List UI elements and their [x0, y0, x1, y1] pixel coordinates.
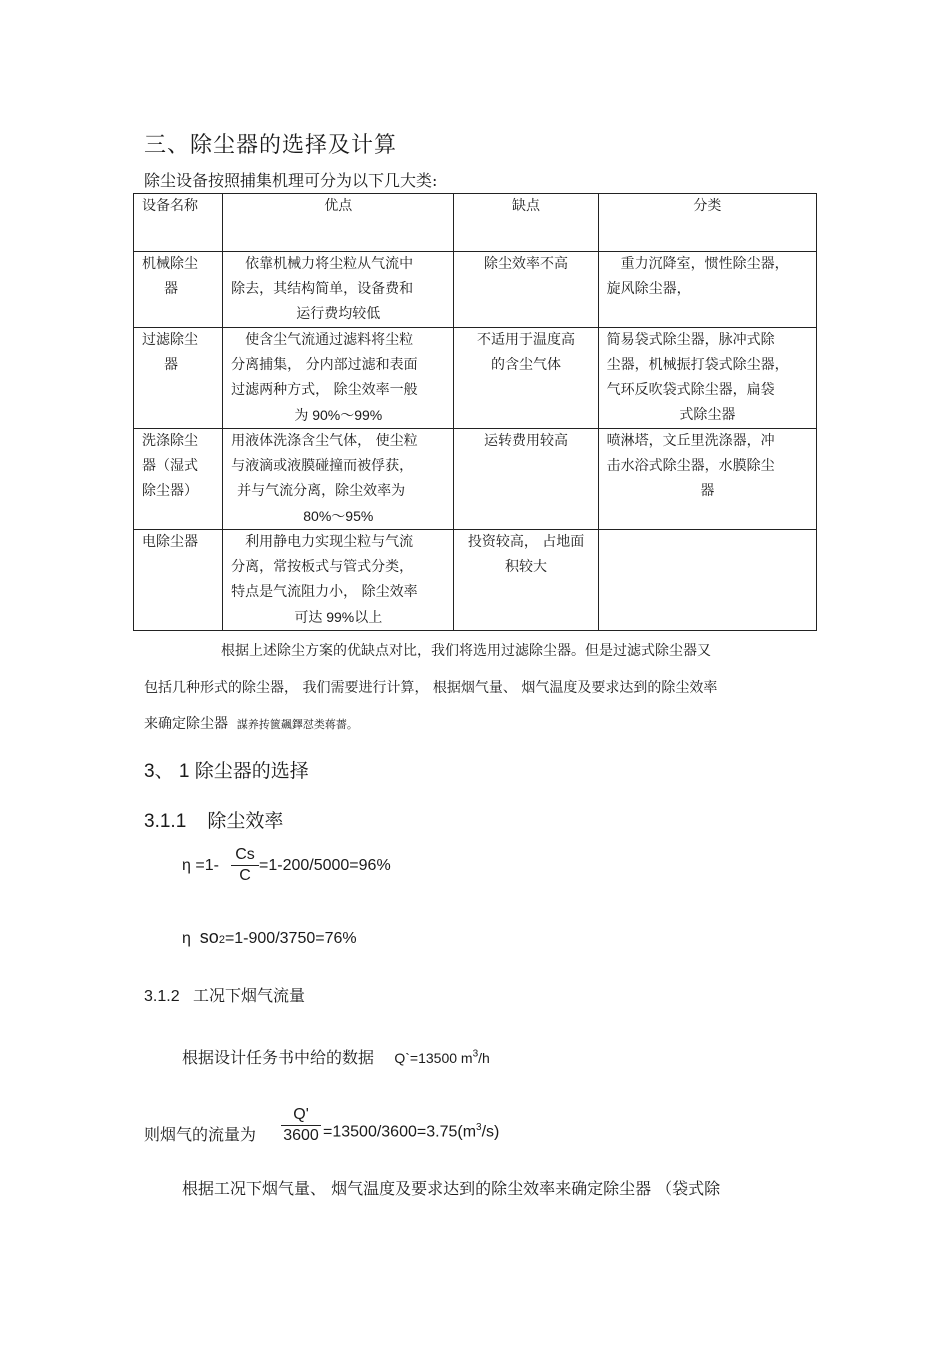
- cell-cons: 投资较高， 占地面 积较大: [454, 530, 598, 631]
- comparison-table: [133, 193, 817, 631]
- cell-cons: 运转费用较高: [454, 429, 598, 530]
- cell-pros: 依靠机械力将尘粒从气流中 除去，其结构简单，设备费和 运行费均较低: [223, 252, 454, 328]
- cell-name: 洗涤除尘 器（湿式 除尘器）: [134, 429, 223, 530]
- header-types: 分类: [598, 194, 816, 252]
- efficiency-formula-rhs: =1-200/5000=96%: [259, 857, 391, 874]
- flow-fraction: Q' 3600: [281, 1106, 321, 1145]
- efficiency-formula-lhs: η =1-: [182, 857, 219, 874]
- cell-cons: 不适用于温度高 的含尘气体: [454, 328, 598, 429]
- table-header-row: [134, 194, 817, 252]
- paragraph-line: 根据上述除尘方案的优缺点对比，我们将选用过滤除尘器。但是过滤式除尘器又: [221, 643, 711, 659]
- cell-name: 电除尘器: [134, 530, 223, 631]
- table-row: [134, 252, 817, 328]
- flow-result: $=13500/3600=3.75(m^3/s)$: [323, 1122, 500, 1141]
- cell-types: 重力沉降室，惯性除尘器， 旋风除尘器，: [598, 252, 816, 328]
- subsection-heading: 3.1.1 除尘效率: [144, 810, 284, 832]
- cell-types: [598, 530, 816, 631]
- page-title: 三、除尘器的选择及计算: [144, 133, 398, 158]
- cell-types: 喷淋塔，文丘里洗涤器，冲 击水浴式除尘器，水膜除尘 器: [598, 429, 816, 530]
- header-device-name: 设备名称: [134, 194, 223, 252]
- section-heading: 3、 1 除尘器的选择: [144, 761, 309, 782]
- paragraph-line: 包括几种形式的除尘器， 我们需要进行计算， 根据烟气量、 烟气温度及要求达到的除尘效率: [144, 680, 718, 696]
- cell-pros: 利用静电力实现尘粒与气流 分离，常按板式与管式分类， 特点是气流阻力小， 除尘效率 可达 99%以上: [223, 530, 454, 631]
- flow-label: 则烟气的流量为: [144, 1125, 257, 1144]
- so2-efficiency-formula: η so2=1-900/3750=76%: [182, 927, 357, 947]
- given-data-line: 根据设计任务书中给的数据 Q`=13500 $m^3/h$: [182, 1048, 490, 1067]
- efficiency-fraction: Cs C: [231, 846, 259, 885]
- cell-name: 过滤除尘 器: [134, 328, 223, 429]
- paragraph-line: 根据工况下烟气量、 烟气温度及要求达到的除尘效率来确定除尘器 （袋式除: [182, 1179, 721, 1198]
- subsection-heading: 3.1.2 工况下烟气流量: [144, 986, 305, 1005]
- table-row: [134, 530, 817, 631]
- cell-cons: 除尘效率不高: [454, 252, 598, 328]
- intro-text: 除尘设备按照捕集机理可分为以下几大类:: [144, 171, 438, 190]
- table-row: [134, 328, 817, 429]
- header-cons: 缺点: [454, 194, 598, 252]
- cell-types: 简易袋式除尘器，脉冲式除 尘器，机械振打袋式除尘器， 气环反吹袋式除尘器，扁袋 式除尘器: [598, 328, 816, 429]
- table-row: [134, 429, 817, 530]
- paragraph-line: 来确定除尘器 謀养抟篋飆鐸怼类蒋薔。: [144, 716, 358, 732]
- cell-pros: 用液体洗涤含尘气体， 使尘粒 与液滴或液膜碰撞而被俘获， 并与气流分离，除尘效率为 80%～95%: [223, 429, 454, 530]
- cell-name: 机械除尘 器: [134, 252, 223, 328]
- header-pros: 优点: [223, 194, 454, 252]
- cell-pros: 使含尘气流通过滤料将尘粒 分离捕集， 分内部过滤和表面 过滤两种方式， 除尘效率一般 为 90%～99%: [223, 328, 454, 429]
